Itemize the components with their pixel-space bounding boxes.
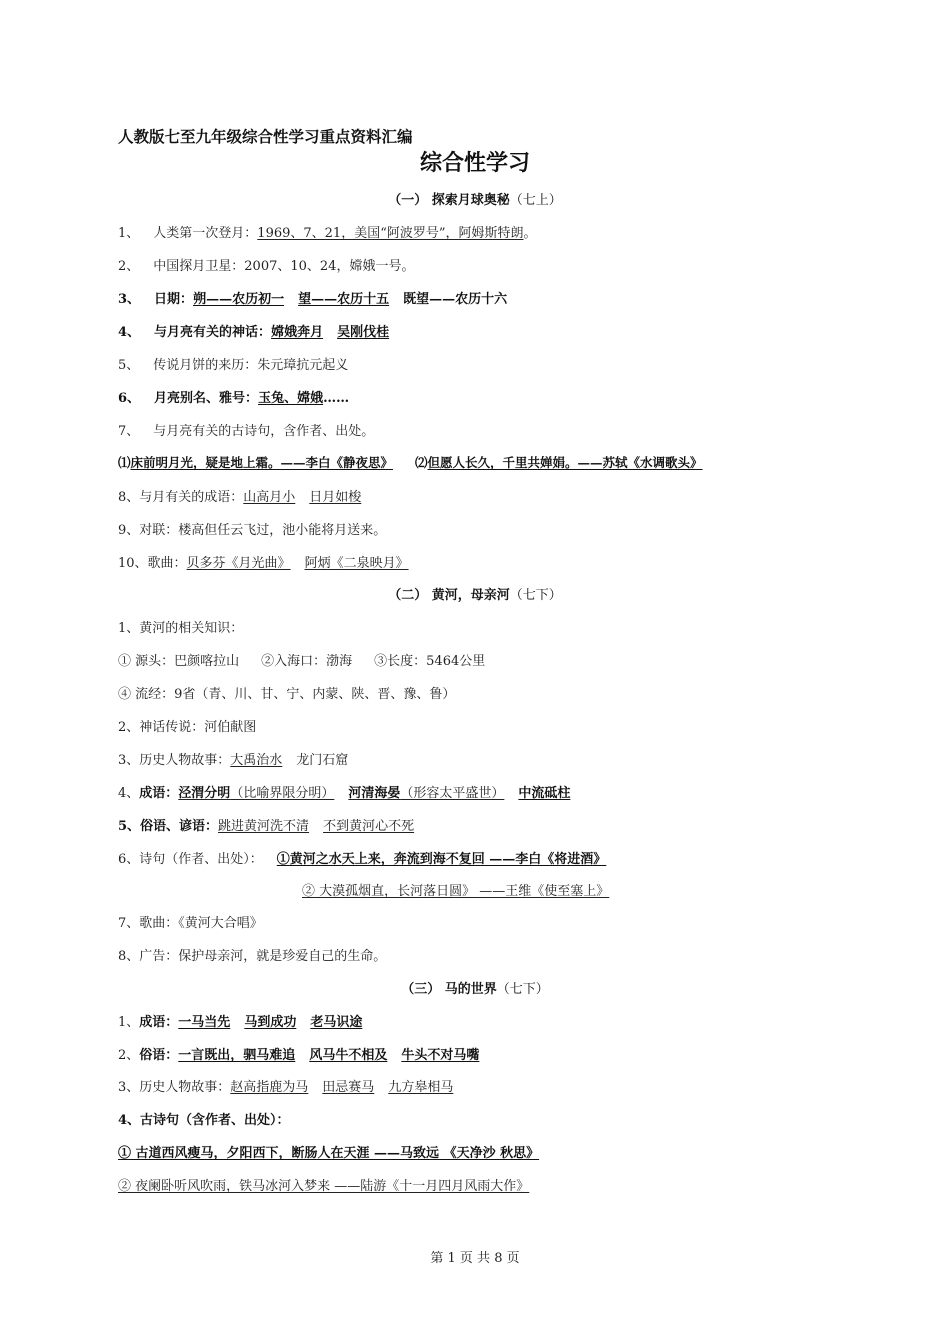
item-text: 2、神话传说：河伯献图 <box>118 720 257 735</box>
item-text: 与月亮有关的古诗句，含作者、出处。 <box>153 424 375 439</box>
section-heading-text: （一） 探索月球奥秘 <box>388 193 510 208</box>
river-item-3 <box>118 749 348 768</box>
river-poem-2 <box>302 880 609 899</box>
moon-item-8 <box>118 486 361 505</box>
item-value-a: 一言既出，驷马难追 <box>178 1048 296 1063</box>
item-value-b: 风马牛不相及 <box>309 1048 388 1063</box>
item-text: 7、歌曲：《黄河大合唱》 <box>118 916 263 931</box>
item-end: …… <box>323 391 350 406</box>
item-value-b: 龙门石窟 <box>296 753 349 768</box>
item-label: 3、历史人物故事： <box>118 753 231 768</box>
idiom-b: 河清海晏 <box>348 786 401 801</box>
item-value-b: 田忌赛马 <box>322 1080 375 1095</box>
item-label: 日期： <box>154 292 194 307</box>
poem-2: 但愿人长久，千里共婵娟。——苏轼《水调歌头》 <box>427 455 703 470</box>
document-title: 人教版七至九年级综合性学习重点资料汇编 <box>118 128 413 146</box>
item-value-c: 牛头不对马嘴 <box>401 1048 480 1063</box>
item-label: 俗语： <box>139 1048 179 1063</box>
idiom-a: 泾渭分明 <box>178 786 231 801</box>
section-heading-text: （二） 黄河，母亲河 <box>388 588 510 603</box>
item-end: 。 <box>523 226 537 241</box>
poem-number-1: ⑴ <box>118 455 131 470</box>
item-value-b: 日月如梭 <box>309 490 362 505</box>
poem-number-2: ⑵ <box>415 455 428 470</box>
item-label: 成语： <box>139 1015 179 1030</box>
item-value-c: 老马识途 <box>310 1015 363 1030</box>
item-label: 8、与月有关的成语： <box>118 490 244 505</box>
item-number: 7、 <box>118 424 140 439</box>
river-provinces <box>118 683 455 702</box>
river-item-7 <box>118 912 263 931</box>
item-number: 2、 <box>118 259 140 274</box>
moon-item-10 <box>118 552 409 571</box>
item-value-b: 吴刚伐桂 <box>337 325 390 340</box>
poem-2: ② 夜阑卧听风吹雨，铁马冰河入梦来 ——陆游《十一月四月风雨大作》 <box>118 1179 530 1194</box>
item-value: 1969、7、21，美国“阿波罗号”，阿姆斯特朗 <box>257 226 524 241</box>
item-label: 5、俗语、谚语： <box>118 819 219 834</box>
item-value-b: 不到黄河心不死 <box>323 819 415 834</box>
moon-item-6 <box>118 387 349 406</box>
idiom-a-note: （比喻界限分明） <box>230 786 335 801</box>
item-value-b: 阿炳《二泉映月》 <box>304 556 409 571</box>
item-number: 1、 <box>118 226 140 241</box>
section-heading-moon <box>0 189 950 208</box>
item-number: 6、 <box>118 391 141 406</box>
section-grade-tag: （七下） <box>509 588 562 603</box>
item-number: 3、 <box>118 292 141 307</box>
item-number: 2、 <box>118 1048 140 1063</box>
item-text: 中国探月卫星：2007、10、24，嫦娥一号。 <box>153 259 415 274</box>
item-value-a: 贝多芬《月光曲》 <box>186 556 291 571</box>
item-number: 4、 <box>118 786 140 801</box>
river-item-5 <box>118 815 414 834</box>
item-text: 9、对联：楼高但任云飞过，池小能将月送来。 <box>118 523 387 538</box>
item-number: 1、 <box>118 1015 140 1030</box>
poem-2: ② 大漠孤烟直，长河落日圆》 ——王维《使至塞上》 <box>302 884 610 899</box>
poem-1: ①黄河之水天上来，奔流到海不复回 ——李白《将进酒》 <box>276 852 607 867</box>
item-value-c: 九方皋相马 <box>388 1080 454 1095</box>
moon-item-1 <box>118 222 537 241</box>
moon-item-5 <box>118 354 348 373</box>
section-heading-horse <box>0 978 950 997</box>
main-title: 综合性学习 <box>419 151 530 176</box>
moon-item-9 <box>118 519 386 538</box>
item-label: 人类第一次登月： <box>153 226 258 241</box>
poem-1: 床前明月光，疑是地上霜。——李白《静夜思》 <box>130 455 394 470</box>
section-heading-text: （三） 马的世界 <box>401 982 497 997</box>
page-footer: 第 1 页 共 8 页 <box>430 1251 520 1266</box>
idiom-b-note: （形容太平盛世） <box>400 786 505 801</box>
item-value-b: 望——农历十五 <box>298 292 390 307</box>
section-grade-tag: （七上） <box>509 193 562 208</box>
item-value-a: 大禹治水 <box>230 753 283 768</box>
fact-estuary: ②入海口：渤海 <box>261 654 353 669</box>
item-text: 4、古诗句（含作者、出处）： <box>118 1113 290 1128</box>
moon-item-3 <box>118 288 507 307</box>
item-label: 6、诗句（作者、出处）： <box>118 852 263 867</box>
horse-item-1 <box>118 1011 362 1030</box>
river-item-4 <box>118 782 570 801</box>
item-number: 5、 <box>118 358 140 373</box>
item-label: 月亮别名、雅号： <box>154 391 259 406</box>
moon-poems <box>118 453 703 471</box>
fact-source: ① 源头：巴颜喀拉山 <box>118 654 240 669</box>
river-item-6 <box>118 848 606 867</box>
item-value-a: 玉兔、嫦娥 <box>258 391 324 406</box>
item-text: 8、广告：保护母亲河，就是珍爱自己的生命。 <box>118 949 387 964</box>
item-value-a: 跳进黄河洗不清 <box>218 819 310 834</box>
section-grade-tag: （七下） <box>496 982 549 997</box>
item-text: 1、黄河的相关知识： <box>118 621 244 636</box>
item-number: 4、 <box>118 325 141 340</box>
item-text: 传说月饼的来历：朱元璋抗元起义 <box>153 358 349 373</box>
item-text: ④ 流经：9省（青、川、甘、宁、内蒙、陕、晋、豫、鲁） <box>118 687 456 702</box>
item-label: 3、历史人物故事： <box>118 1080 231 1095</box>
river-item-8 <box>118 945 386 964</box>
moon-item-4 <box>118 321 389 340</box>
item-label: 10、歌曲： <box>118 556 187 571</box>
horse-item-4 <box>118 1109 290 1128</box>
river-item-1 <box>118 617 243 636</box>
horse-item-3 <box>118 1076 453 1095</box>
river-item-2 <box>118 716 256 735</box>
horse-item-2 <box>118 1044 479 1063</box>
section-heading-yellow-river <box>0 584 950 603</box>
item-value-b: 马到成功 <box>244 1015 297 1030</box>
horse-poem-1 <box>118 1142 539 1161</box>
item-value-a: 一马当先 <box>178 1015 231 1030</box>
item-label: 成语： <box>139 786 179 801</box>
item-label: 与月亮有关的神话： <box>154 325 272 340</box>
fact-length: ③长度：5464公里 <box>374 654 486 669</box>
moon-item-2 <box>118 255 414 274</box>
item-value-c: 既望——农历十六 <box>403 292 508 307</box>
moon-item-7 <box>118 420 374 439</box>
item-value-a: 嫦娥奔月 <box>271 325 324 340</box>
horse-poem-2 <box>118 1175 529 1194</box>
item-value-a: 赵高指鹿为马 <box>230 1080 309 1095</box>
item-value-a: 山高月小 <box>243 490 296 505</box>
item-value-a: 朔——农历初一 <box>193 292 285 307</box>
poem-1: ① 古道西风瘦马，夕阳西下，断肠人在天涯 ——马致远 《天净沙 秋思》 <box>118 1146 540 1161</box>
river-facts <box>118 650 485 669</box>
idiom-c: 中流砥柱 <box>518 786 571 801</box>
